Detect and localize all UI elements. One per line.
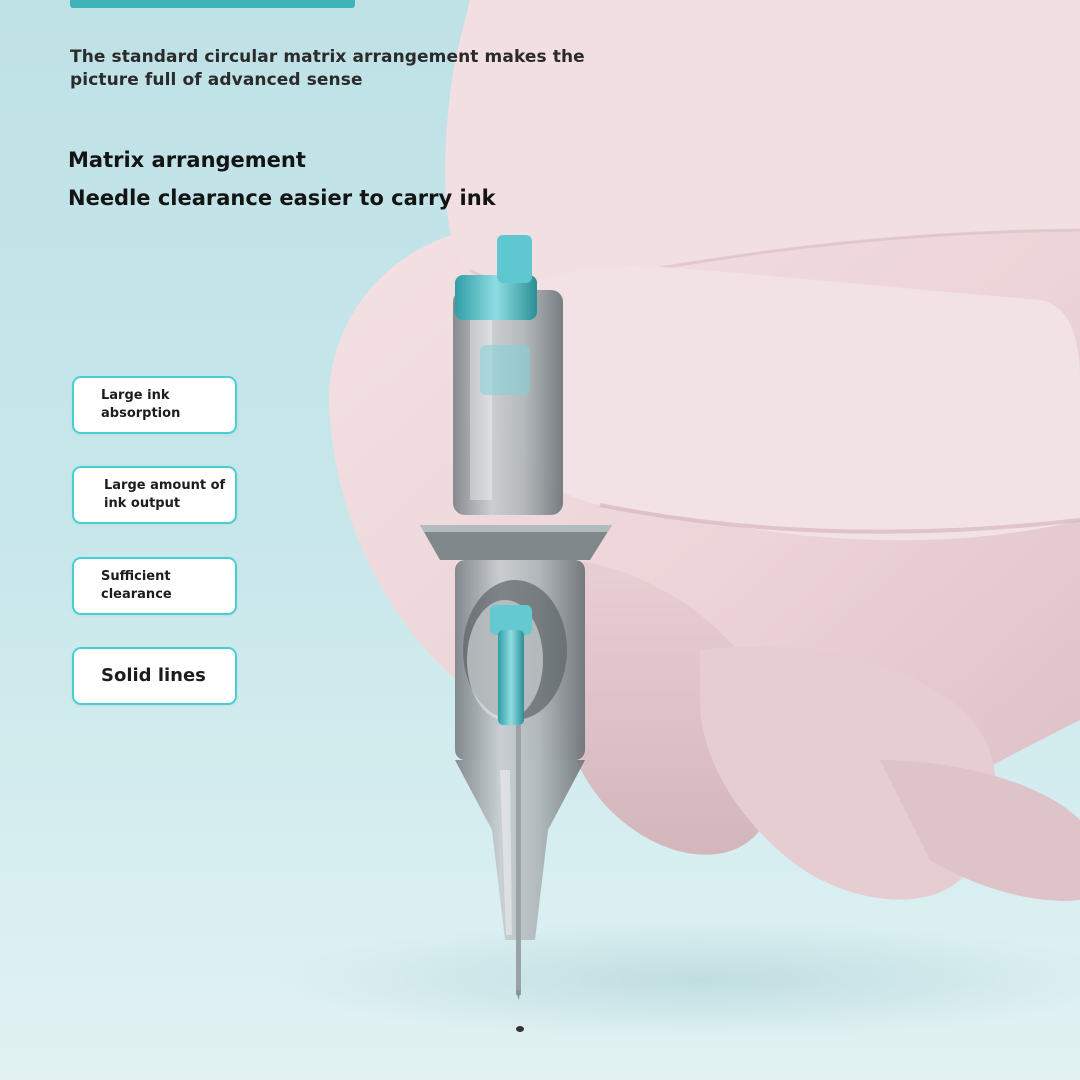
tag-label: Sufficient clearance — [101, 569, 172, 602]
feature-list — [68, 141, 588, 217]
tag-sufficient-clearance — [72, 557, 237, 615]
feature-needle-clearance: Needle clearance easier to carry ink — [68, 186, 496, 210]
intro-text: The standard circular matrix arrangement makes the picture full of advanced sense — [70, 47, 585, 90]
tag-label: Large ink absorption — [101, 388, 181, 421]
heading-fragment — [70, 0, 355, 8]
tag-label: Solid lines — [101, 665, 206, 686]
tag-large-ink-output — [72, 466, 237, 524]
tag-label: Large amount of ink output — [104, 478, 226, 511]
tag-large-ink-absorption — [72, 376, 237, 434]
tag-solid-lines — [72, 647, 237, 705]
feature-matrix-arrangement: Matrix arrangement — [68, 148, 306, 172]
